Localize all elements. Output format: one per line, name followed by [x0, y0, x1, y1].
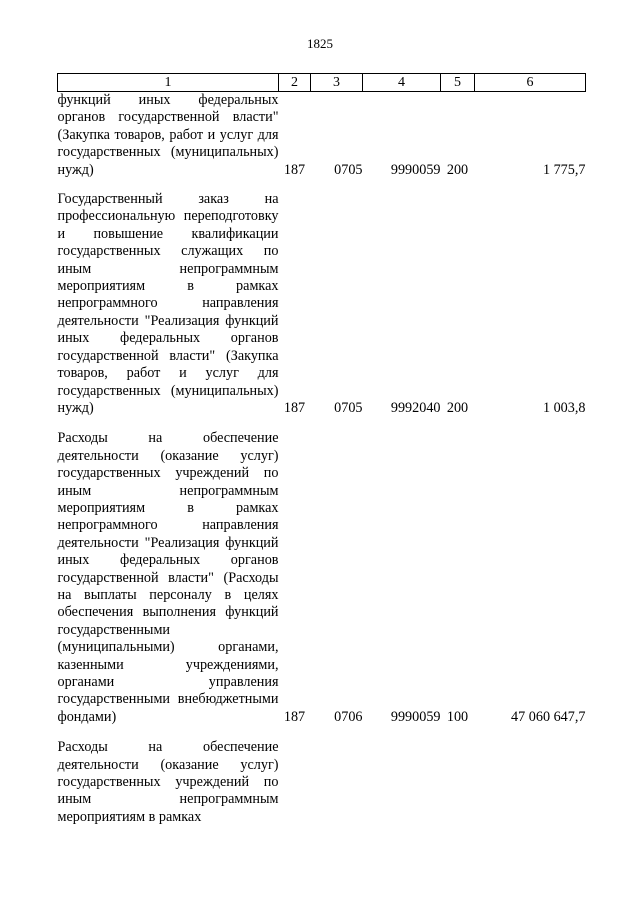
row-target: 9992040 [390, 399, 441, 416]
row-ministry [279, 739, 311, 826]
header-col-6: 6 [475, 74, 586, 92]
row-section: 0705 [334, 161, 363, 178]
header-col-3: 3 [311, 74, 363, 92]
row-name: Государственный заказ на профессиональную переподготовку и повышение квалификации государственных служащих по иным непрограммным мероприятиям в рамках непрограммного направления деятельности "Реализация функций иных федеральных органов государственной власти" (Закупка товаров, работ и услуг для государственных (муниципальных) нужд) [57, 191, 279, 416]
page-number: 1825 [307, 36, 333, 51]
row-ministry: 187 [283, 708, 306, 725]
table-header-row [58, 74, 586, 92]
table-row [58, 430, 586, 739]
row-ministry: 187 [283, 161, 306, 178]
row-expense: 200 [446, 399, 469, 416]
row-target: 9990059 [390, 161, 441, 178]
row-name: Расходы на обеспечение деятельности (оказание услуг) государственных учреждений по иным непрограммным мероприятиям в рамках непрограммного направления деятельности "Реализация функций иных федеральных органов государственной власти" (Расходы на выплаты персоналу в целях обеспечения выполнения функций государственными (муниципальными) органами, казенными учреждениями, органами управления государственными внебюджетными фондами) [57, 430, 279, 725]
row-expense: 100 [446, 708, 469, 725]
row-expense: 200 [446, 161, 469, 178]
row-amount: 1 775,7 [542, 161, 586, 178]
row-target: 9990059 [390, 708, 441, 725]
row-section [311, 739, 363, 826]
row-amount [475, 739, 586, 826]
table-row [58, 191, 586, 430]
row-section: 0706 [334, 708, 363, 725]
row-amount: 1 003,8 [542, 399, 586, 416]
table-row [58, 92, 586, 192]
row-ministry: 187 [283, 399, 306, 416]
header-col-2: 2 [279, 74, 311, 92]
header-col-5: 5 [441, 74, 475, 92]
budget-table [57, 73, 586, 826]
row-expense [441, 739, 475, 826]
table-row [58, 739, 586, 826]
row-name: функций иных федеральных органов государственной власти" (Закупка товаров, работ и услуг для государственных (муниципальных) нужд) [57, 92, 279, 178]
row-section: 0705 [334, 399, 363, 416]
header-col-4: 4 [363, 74, 441, 92]
row-name: Расходы на обеспечение деятельности (оказание услуг) государственных учреждений по иным непрограммным мероприятиям в рамках [57, 739, 279, 825]
row-target [363, 739, 441, 826]
row-amount: 47 060 647,7 [511, 708, 586, 725]
header-col-1: 1 [58, 74, 279, 92]
